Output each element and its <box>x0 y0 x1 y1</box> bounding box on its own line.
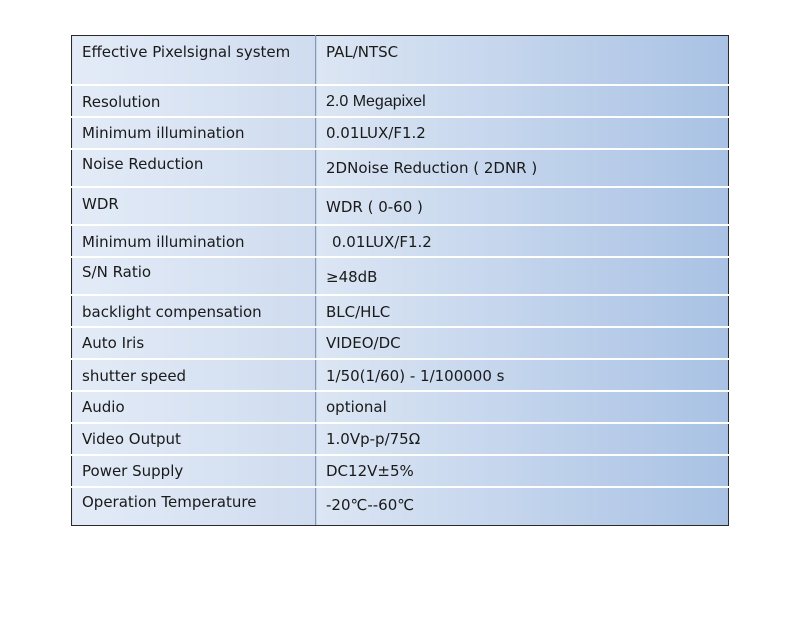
spec-value: 2.0 Megapixel <box>316 85 729 117</box>
spec-value: 0.01LUX/F1.2 <box>316 117 729 149</box>
spec-label: Audio <box>72 391 316 423</box>
table-row <box>72 85 729 117</box>
spec-value: ≥48dB <box>316 257 729 295</box>
table-row <box>72 257 729 295</box>
spec-label: Video Output <box>72 423 316 455</box>
spec-label: Auto Iris <box>72 327 316 359</box>
table-row <box>72 36 729 85</box>
table-row <box>72 187 729 225</box>
spec-value: PAL/NTSC <box>316 36 729 85</box>
table-row <box>72 423 729 455</box>
table-row <box>72 487 729 526</box>
spec-label: Minimum illumination <box>72 225 316 257</box>
spec-label: Minimum illumination <box>72 117 316 149</box>
spec-value: 1.0Vp-p/75Ω <box>316 423 729 455</box>
spec-label: backlight compensation <box>72 295 316 327</box>
spec-label: S/N Ratio <box>72 257 316 295</box>
spec-value: 1/50(1/60) - 1/100000 s <box>316 359 729 391</box>
spec-table <box>71 35 729 526</box>
table-row <box>72 327 729 359</box>
table-row <box>72 359 729 391</box>
spec-value: DC12V±5% <box>316 455 729 487</box>
table-row <box>72 455 729 487</box>
spec-value: BLC/HLC <box>316 295 729 327</box>
spec-value: 0.01LUX/F1.2 <box>316 225 729 257</box>
spec-label: WDR <box>72 187 316 225</box>
spec-value: optional <box>316 391 729 423</box>
spec-value: 2DNoise Reduction ( 2DNR ) <box>316 149 729 187</box>
spec-label: Effective Pixelsignal system <box>72 36 316 85</box>
spec-value: WDR ( 0-60 ) <box>316 187 729 225</box>
spec-value: VIDEO/DC <box>316 327 729 359</box>
table-row <box>72 295 729 327</box>
table-row <box>72 225 729 257</box>
table-row <box>72 391 729 423</box>
table-row <box>72 117 729 149</box>
spec-label: Noise Reduction <box>72 149 316 187</box>
spec-label: shutter speed <box>72 359 316 391</box>
table-row <box>72 149 729 187</box>
spec-label: Operation Temperature <box>72 487 316 526</box>
spec-value: -20℃--60℃ <box>316 487 729 526</box>
spec-label: Resolution <box>72 85 316 117</box>
spec-label: Power Supply <box>72 455 316 487</box>
